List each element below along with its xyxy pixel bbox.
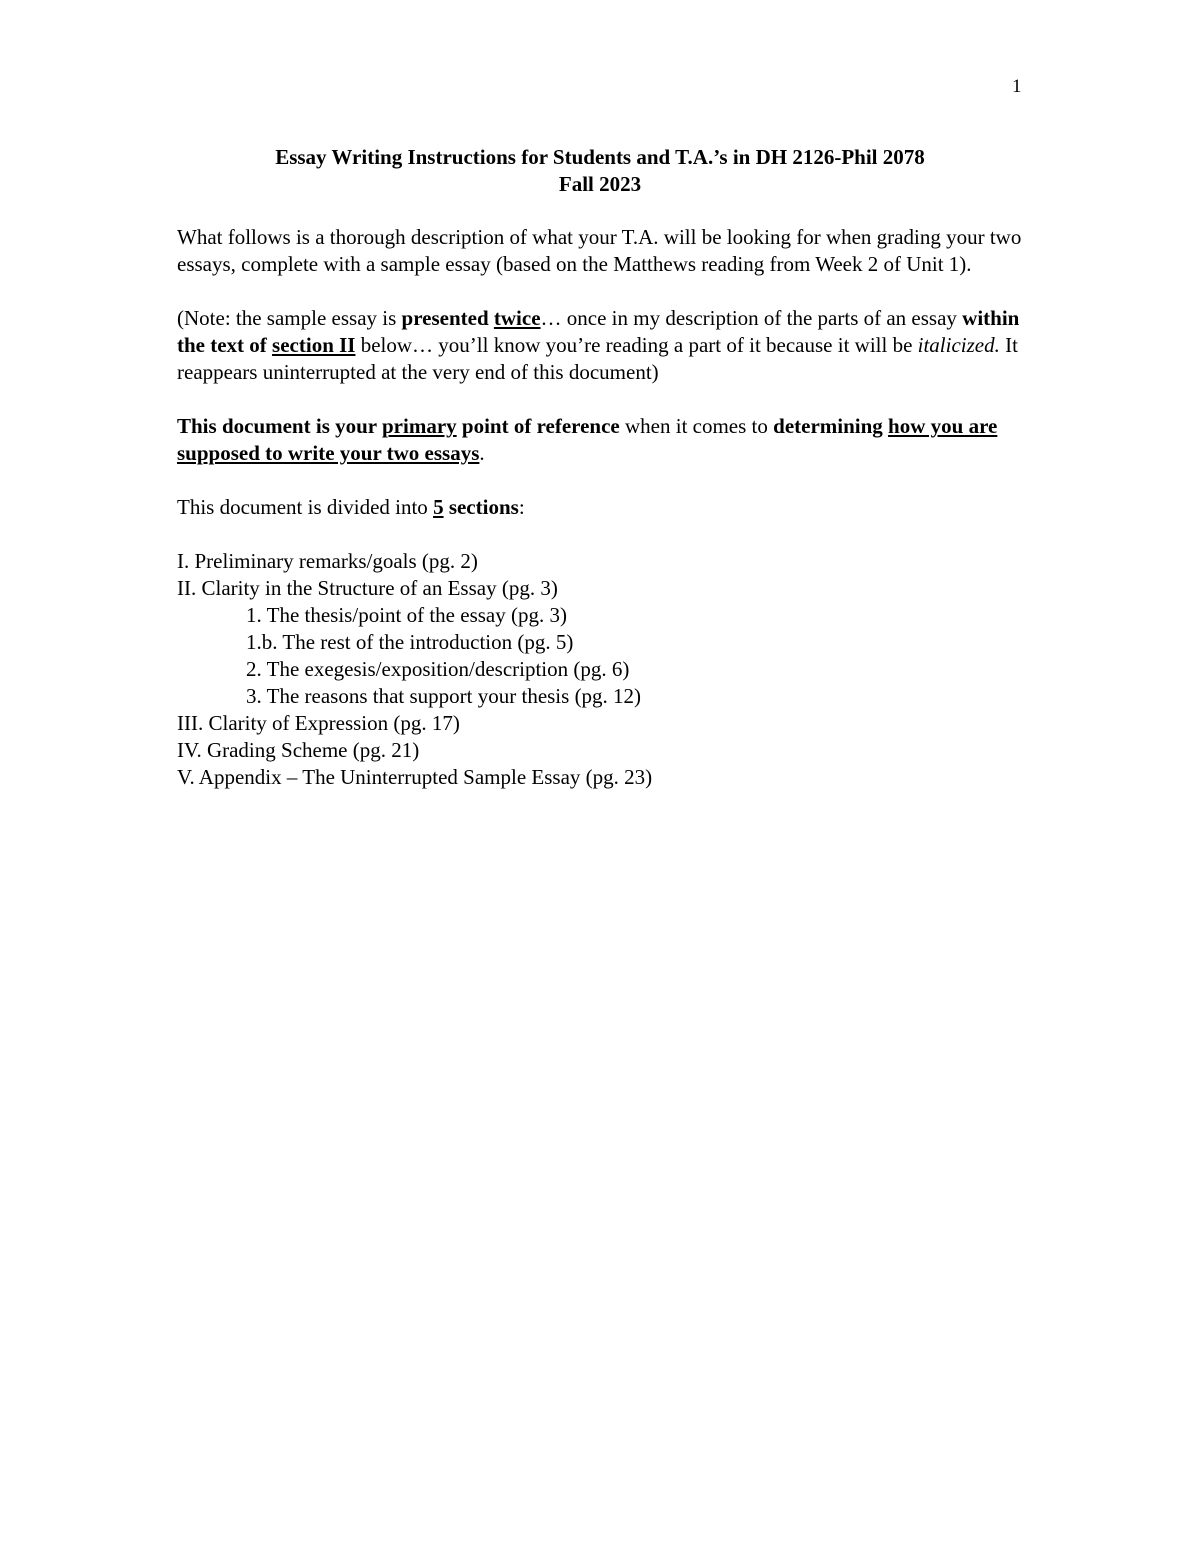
note-within: within the text of — [177, 306, 1020, 357]
toc-subitem: 3. The reasons that support your thesis (pg. 12) — [246, 684, 642, 708]
toc-item: IV. Grading Scheme (pg. 21) — [177, 738, 420, 762]
reference-determining: determining — [773, 414, 883, 438]
note-paragraph — [177, 305, 1027, 386]
reference-primary: primary — [382, 414, 457, 438]
toc-item: V. Appendix – The Uninterrupted Sample Essay (pg. 23) — [177, 765, 653, 789]
note-italicized: italicized. — [917, 333, 1000, 357]
toc-subitem: 1.b. The rest of the introduction (pg. 5) — [246, 630, 574, 654]
note-text-4: It reappears uninterrupted at the very end of this document) — [177, 333, 1018, 384]
title-line-1: Essay Writing Instructions for Students and T.A.’s in DH 2126-Phil 2078 — [275, 145, 925, 169]
toc-subitem: 1. The thesis/point of the essay (pg. 3) — [246, 603, 567, 627]
note-text-2: … once in my description of the parts of an essay — [540, 306, 963, 330]
note-section: section II — [272, 333, 356, 357]
table-of-contents — [177, 548, 1027, 791]
document-body — [177, 224, 1027, 791]
intro-paragraph: What follows is a thorough description of what your T.A. will be looking for when grading your two essays, complete with a sample essay (based on the Matthews reading from Week 2 of Unit 1). — [177, 225, 1022, 276]
toc-subitem: 2. The exegesis/exposition/description (pg. 6) — [246, 657, 630, 681]
divided-end: : — [518, 495, 525, 519]
toc-item: III. Clarity of Expression (pg. 17) — [177, 711, 460, 735]
reference-how: how you are supposed to write your two essays — [177, 414, 998, 465]
divided-paragraph — [177, 494, 1027, 521]
page-number: 1 — [1012, 76, 1022, 97]
reference-text-3: when it comes to — [619, 414, 774, 438]
note-text-3: below… you’ll know you’re reading a part of it because it will be — [355, 333, 918, 357]
reference-text-2: point of reference — [456, 414, 620, 438]
note-twice: twice — [493, 306, 541, 330]
note-text-1: (Note: the sample essay is — [177, 306, 402, 330]
divided-sections: sections — [448, 495, 519, 519]
note-presented: presented — [401, 306, 489, 330]
reference-paragraph — [177, 413, 1027, 467]
toc-item: I. Preliminary remarks/goals (pg. 2) — [177, 549, 478, 573]
document-title — [0, 144, 1200, 198]
divided-text: This document is divided into — [177, 495, 434, 519]
toc-item: II. Clarity in the Structure of an Essay (pg. 3) — [177, 576, 558, 600]
reference-text-1: This document is your — [177, 414, 382, 438]
title-line-2: Fall 2023 — [558, 172, 642, 196]
reference-end: . — [479, 441, 485, 465]
divided-count: 5 — [433, 495, 444, 519]
